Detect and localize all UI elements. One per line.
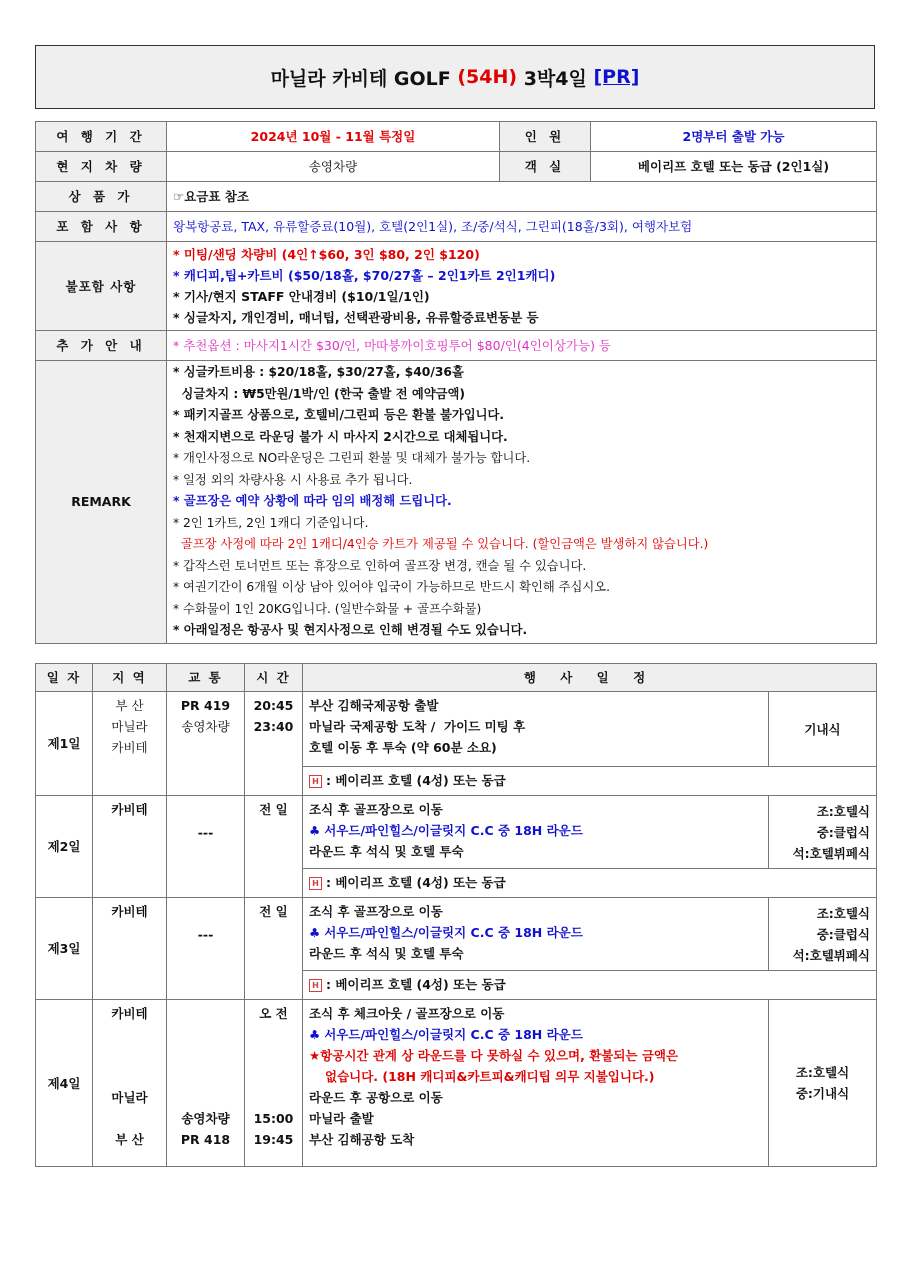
- hotel-icon: H: [309, 775, 322, 788]
- day4-label: 제4일: [36, 1000, 93, 1167]
- event-line: 조식 후 골프장으로 이동: [309, 904, 443, 919]
- col-region: 지 역: [93, 664, 167, 692]
- people-value: 2명부터 출발 가능: [591, 122, 877, 152]
- vehicle-value: 송영차량: [167, 152, 500, 182]
- event-line: [309, 820, 762, 841]
- exclude-line: * 미팅/샌딩 차량비 (4인↑$60, 3인 $80, 2인 $120): [173, 247, 480, 262]
- day3-meals: [769, 898, 877, 971]
- title-holes: (54H): [457, 66, 518, 88]
- extra-value: * 추천옵션 : 마사지1시간 $30/인, 마따붕까이호핑투어 $80/인(4인이상가능) 등: [167, 331, 877, 361]
- hotel-icon: H: [309, 979, 322, 992]
- time-text: 15:00: [253, 1111, 294, 1126]
- hotel-text: : 베이리프 호텔 (4성) 또는 동급: [326, 977, 506, 992]
- exclude-line: * 싱글차지, 개인경비, 매너팁, 선택관광비용, 유류할증료변동분 등: [173, 310, 539, 325]
- exclude-line: * 기사/현지 STAFF 안내경비 ($10/1일/1인): [173, 289, 430, 304]
- warning-line: ★항공시간 관계 상 라운드를 다 못하실 수 있으며, 환불되는 금액은: [309, 1048, 679, 1063]
- hotel-text: : 베이리프 호텔 (4성) 또는 동급: [326, 875, 506, 890]
- flight-number: PR 419: [180, 698, 231, 713]
- price-value: ☞요금표 참조: [167, 182, 877, 212]
- region-text: 카비테: [111, 1006, 148, 1021]
- day4-region: [93, 1000, 167, 1167]
- day1-events: [303, 692, 769, 767]
- remark-label: REMARK: [36, 361, 167, 644]
- warning-line: 없습니다. (18H 캐디피&카트피&캐디팁 의무 지불입니다.): [325, 1069, 655, 1084]
- day1-meal: 기내식: [769, 692, 877, 767]
- remark-line: * 싱글카트비용 : $20/18홀, $30/27홀, $40/36홀: [173, 365, 464, 379]
- event-line: 라운드 후 석식 및 호텔 투숙: [309, 946, 464, 961]
- event-line: 부산 김해국제공항 출발: [309, 698, 439, 713]
- flight-number: PR 418: [180, 1132, 231, 1147]
- day2-time: 전 일: [245, 796, 303, 898]
- day4-transport: [167, 1000, 245, 1167]
- day3-label: 제3일: [36, 898, 93, 1000]
- day2-meals: [769, 796, 877, 869]
- region-text: 카비테: [111, 740, 148, 755]
- room-label: 객 실: [500, 152, 591, 182]
- people-label: 인 원: [500, 122, 591, 152]
- region-text: 마닐라: [111, 1090, 148, 1105]
- remark-line: * 갑작스런 토너먼트 또는 휴장으로 인하여 골프장 변경, 캔슬 될 수 있습니다.: [173, 558, 587, 573]
- day3-transport: ---: [167, 898, 245, 1000]
- page-title: [35, 45, 875, 109]
- day2-region: 카비테: [93, 796, 167, 898]
- event-line: 부산 김해공항 도착: [309, 1132, 415, 1147]
- event-line: 마닐라 국제공항 도착 / 가이드 미팅 후: [309, 719, 526, 734]
- day4-meals: [769, 1000, 877, 1167]
- remark-line: 싱글차지 : ₩5만원/1박/인 (한국 출발 전 예약금액): [173, 386, 466, 401]
- remark-value: [167, 361, 877, 644]
- period-label: 여 행 기 간: [36, 122, 167, 152]
- remark-line: * 골프장은 예약 상황에 따라 임의 배정해 드립니다.: [173, 494, 452, 508]
- event-line: 호텔 이동 후 투숙 (약 60분 소요): [309, 740, 497, 755]
- golf-course-text: 서우드/파인힐스/이글릿지 C.C 중 18H 라운드: [324, 823, 583, 838]
- extra-label: 추 가 안 내: [36, 331, 167, 361]
- exclude-value: [167, 242, 877, 331]
- remark-line: * 개인사정으로 NO라운딩은 그린피 환불 및 대체가 불가능 합니다.: [173, 451, 531, 465]
- event-line: 마닐라 출발: [309, 1111, 374, 1126]
- remark-line: * 2인 1카트, 2인 1캐디 기준입니다.: [173, 515, 369, 530]
- meal-text: 조:호텔식: [816, 905, 871, 921]
- club-icon: ♣: [309, 925, 321, 940]
- day3-region: 카비테: [93, 898, 167, 1000]
- room-value: 베이리프 호텔 또는 동급 (2인1실): [591, 152, 877, 182]
- remark-line: * 수화물이 1인 20KG입니다. (일반수화물 + 골프수화물): [173, 601, 482, 616]
- day1-hotel: [303, 767, 877, 796]
- remark-line: * 일정 외의 차량사용 시 사용료 추가 됩니다.: [173, 472, 413, 487]
- period-value: 2024년 10월 - 11월 특정일: [167, 122, 500, 152]
- remark-line: * 패키지골프 상품으로, 호텔비/그린피 등은 환불 불가입니다.: [173, 408, 505, 422]
- time-text: 23:40: [253, 719, 294, 734]
- meal-text: 중:클럽식: [816, 926, 871, 942]
- event-line: [309, 922, 762, 943]
- event-line: 라운드 후 공항으로 이동: [309, 1090, 443, 1105]
- remark-line: * 여권기간이 6개월 이상 남아 있어야 입국이 가능하므로 반드시 확인해 주십시오.: [173, 580, 611, 594]
- transport-text: 송영차량: [181, 719, 230, 734]
- remark-line: * 아래일정은 항공사 및 현지사정으로 인해 변경될 수도 있습니다.: [173, 623, 528, 637]
- meal-text: 중:클럽식: [816, 824, 871, 840]
- col-time: 시 간: [245, 664, 303, 692]
- meal-text: 중:기내식: [795, 1086, 850, 1101]
- day1-label: 제1일: [36, 692, 93, 796]
- club-icon: ♣: [309, 1027, 321, 1042]
- day1-region: [93, 692, 167, 796]
- day1-time: [245, 692, 303, 796]
- event-line: [309, 1024, 762, 1045]
- day3-hotel: [303, 971, 877, 1000]
- include-value: 왕복항공료, TAX, 유류할증료(10월), 호텔(2인1실), 조/중/석식, 그린피(18홀/3회), 여행자보험: [167, 212, 877, 242]
- event-line: 라운드 후 석식 및 호텔 투숙: [309, 844, 464, 859]
- meal-text: 조:호텔식: [795, 1065, 850, 1080]
- transport-text: 송영차량: [181, 1111, 230, 1126]
- remark-line: * 천재지변으로 라운딩 불가 시 마사지 2시간으로 대체됩니다.: [173, 429, 508, 444]
- vehicle-label: 현 지 차 량: [36, 152, 167, 182]
- event-line: 조식 후 체크아웃 / 골프장으로 이동: [309, 1006, 505, 1021]
- day4-time: [245, 1000, 303, 1167]
- hotel-text: : 베이리프 호텔 (4성) 또는 동급: [326, 773, 506, 788]
- club-icon: ♣: [309, 823, 321, 838]
- day3-events: [303, 898, 769, 971]
- exclude-label: 불포함 사항: [36, 242, 167, 331]
- meal-text: 석:호텔뷔페식: [792, 947, 871, 963]
- day2-events: [303, 796, 769, 869]
- day1-transport: [167, 692, 245, 796]
- price-label: 상 품 가: [36, 182, 167, 212]
- region-text: 부 산: [115, 1132, 144, 1147]
- day4-events: [303, 1000, 769, 1167]
- schedule-table: [35, 663, 877, 1167]
- event-line: 조식 후 골프장으로 이동: [309, 802, 443, 817]
- info-table: [35, 121, 877, 644]
- col-day: 일 자: [36, 664, 93, 692]
- region-text: 부 산: [115, 698, 144, 713]
- time-text: 20:45: [253, 698, 294, 713]
- col-events: 행 사 일 정: [303, 664, 877, 692]
- exclude-line: * 캐디피,팁+카트비 ($50/18홀, $70/27홀 – 2인1카트 2인1캐디): [173, 268, 556, 283]
- col-transport: 교 통: [167, 664, 245, 692]
- region-text: 마닐라: [111, 719, 148, 734]
- time-text: 오 전: [259, 1006, 288, 1021]
- title-prefix: 마닐라 카비테 GOLF: [270, 67, 458, 90]
- golf-course-text: 서우드/파인힐스/이글릿지 C.C 중 18H 라운드: [324, 1027, 583, 1042]
- day2-hotel: [303, 869, 877, 898]
- day3-time: 전 일: [245, 898, 303, 1000]
- day2-label: 제2일: [36, 796, 93, 898]
- include-label: 포 함 사 항: [36, 212, 167, 242]
- day2-transport: ---: [167, 796, 245, 898]
- title-nights: 3박4일: [517, 67, 594, 90]
- meal-text: 조:호텔식: [816, 803, 871, 819]
- golf-course-text: 서우드/파인힐스/이글릿지 C.C 중 18H 라운드: [324, 925, 583, 940]
- remark-line: 골프장 사정에 따라 2인 1캐디/4인승 카트가 제공될 수 있습니다. (할인금액은 발생하지 않습니다.): [173, 537, 709, 551]
- hotel-icon: H: [309, 877, 322, 890]
- title-code: [PR]: [593, 66, 640, 88]
- time-text: 19:45: [253, 1132, 294, 1147]
- meal-text: 석:호텔뷔페식: [792, 845, 871, 861]
